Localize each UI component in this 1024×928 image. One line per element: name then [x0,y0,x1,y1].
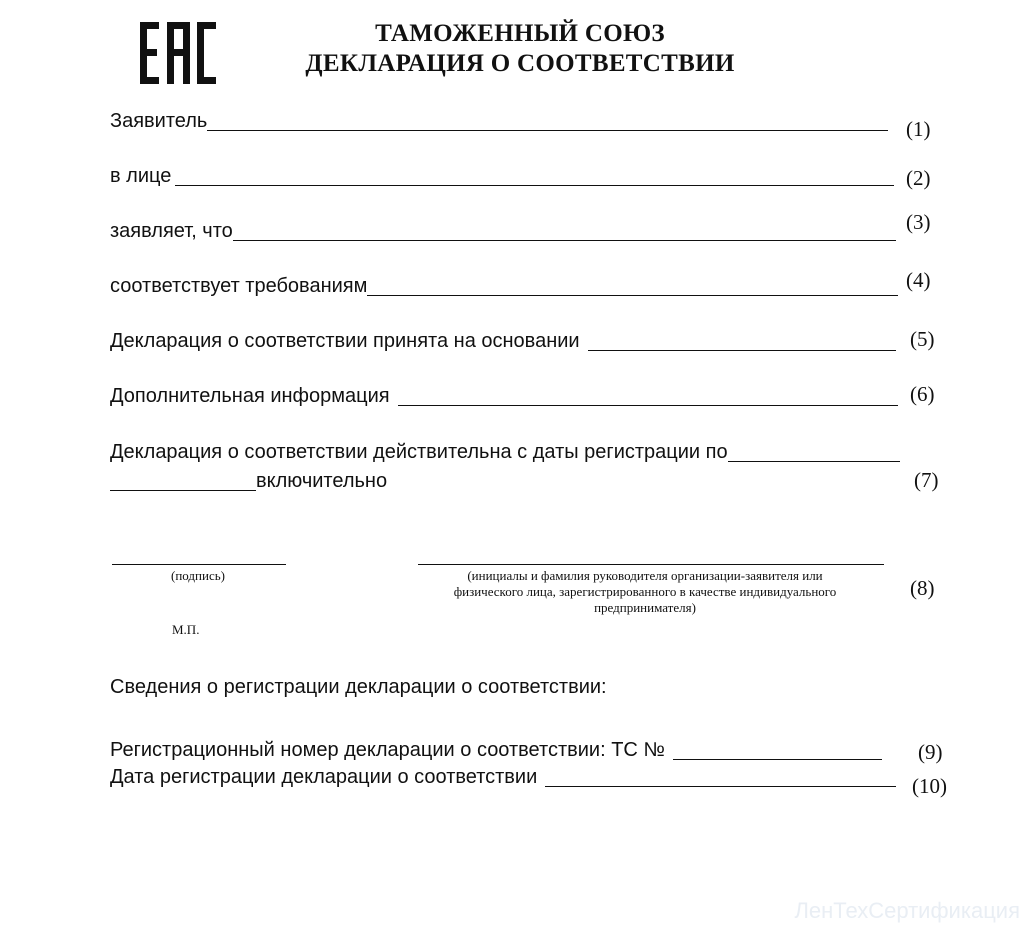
field-number-9: (9) [918,740,943,764]
field-number-4: (4) [906,268,931,292]
field-additional-label: Дополнительная информация [110,385,390,407]
field-complies-line[interactable] [367,294,898,296]
field-number-5: (5) [910,327,935,351]
title-line-2: ДЕКЛАРАЦИЯ О СООТВЕТСТВИИ [305,50,735,77]
field-validity-date-from[interactable] [110,489,256,491]
field-additional [110,385,898,408]
field-validity-line-2 [110,470,430,493]
field-validity-text-1: Декларация о соответствии действительна с даты регистрации по [110,441,728,463]
field-reg-date-line[interactable] [545,785,896,787]
signature-caption: (подпись) [171,568,225,583]
watermark: ЛенТехСертификация [794,898,1020,923]
field-number-7: (7) [914,468,939,492]
field-number-8: (8) [910,576,935,600]
signatory-name-line[interactable] [418,564,884,565]
field-basis [110,330,896,353]
field-reg-date-label: Дата регистрации декларации о соответствии [110,766,538,788]
field-represented-by-line[interactable] [175,184,894,186]
field-validity-line-1 [110,441,900,464]
field-declares [110,220,896,243]
eac-logo [140,22,216,84]
field-validity-date-to[interactable] [728,460,900,462]
field-complies-label: соответствует требованиям [110,275,368,297]
field-reg-number-label: Регистрационный номер декларации о соответствии: ТС № [110,739,665,761]
field-declares-label: заявляет, что [110,220,233,242]
signature-line[interactable] [112,564,286,565]
eac-logo-mark [140,22,216,84]
stamp-label: М.П. [172,622,200,637]
field-applicant-line[interactable] [207,129,888,131]
field-represented-by-label: в лице [110,165,172,187]
field-number-6: (6) [910,382,935,406]
field-validity-text-2: включительно [256,470,388,492]
field-basis-label: Декларация о соответствии принята на основании [110,330,580,352]
field-complies [110,275,898,298]
field-number-10: (10) [912,774,947,798]
signatory-name-caption: (инициалы и фамилия руководителя организации-заявителя или физического лица, зарегистрированного в качестве индивидуального предпринимателя) [453,568,837,615]
registration-heading: Сведения о регистрации декларации о соответствии: [110,676,607,698]
field-number-1: (1) [906,117,931,141]
field-represented-by [110,165,894,188]
title-line-1: ТАМОЖЕННЫЙ СОЮЗ [375,20,665,47]
field-declares-line[interactable] [233,239,896,241]
field-applicant [110,110,888,133]
field-reg-number [110,739,882,762]
field-reg-number-line[interactable] [673,758,882,760]
field-basis-line[interactable] [588,349,896,351]
field-reg-date [110,766,896,789]
field-number-3: (3) [906,210,931,234]
field-applicant-label: Заявитель [110,110,208,132]
field-number-2: (2) [906,166,931,190]
field-additional-line[interactable] [398,404,898,406]
